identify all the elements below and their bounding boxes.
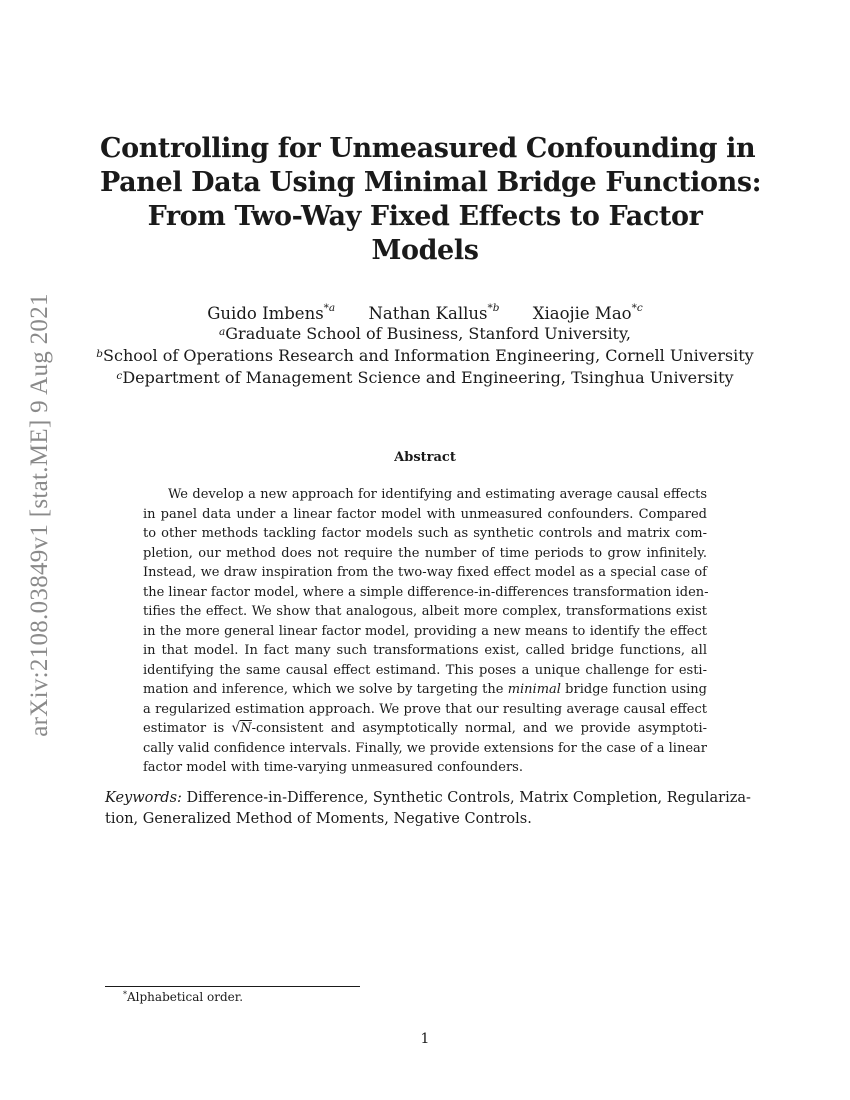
keywords: [105, 788, 751, 830]
abstract-line: tifies the effect. We show that analogous, albeit more complex, transformations exist: [143, 604, 707, 619]
keywords-label: Keywords:: [105, 790, 182, 806]
title-line: From Two-Way Fixed Effects to Factor: [147, 201, 703, 232]
emphasis-minimal: minimal: [507, 682, 561, 697]
footnote: *Alphabetical order.: [123, 990, 244, 1004]
keywords-line: Keywords: Difference-in-Difference, Synthetic Controls, Matrix Completion, Regulariza-: [105, 790, 751, 806]
title-line: Models: [371, 235, 479, 266]
abstract-line: identifying the same causal effect estimand. This poses a unique challenge for esti-: [143, 662, 707, 678]
affiliation: $^b$School of Operations Research and Information Engineering, Cornell University: [96, 346, 754, 365]
abstract-line: in that model. In fact many such transformations exist, called bridge functions, all: [143, 643, 707, 658]
affiliation-list: [0, 323, 850, 389]
abstract-line: to other methods tackling factor models such as synthetic controls and matrix com-: [143, 526, 707, 541]
title-line: Controlling for Unmeasured Confounding in: [100, 133, 756, 164]
abstract-line: Instead, we draw inspiration from the two-way fixed effect model as a special case of: [143, 565, 707, 580]
keywords-line: tion, Generalized Method of Moments, Negative Controls.: [105, 811, 532, 827]
footnote-rule: [105, 986, 360, 987]
author: Guido Imbens$^{*a}$: [207, 302, 336, 323]
abstract-line: estimator is √N-consistent and asymptotically normal, and we provide asymptoti-: [143, 719, 707, 739]
author: Xiaojie Mao$^{*c}$: [532, 302, 643, 323]
title-line: Panel Data Using Minimal Bridge Functions:: [100, 167, 762, 198]
paper-title: [100, 132, 762, 268]
sqrt-n-symbol: √N: [231, 720, 252, 736]
author-list: [0, 304, 850, 323]
abstract-body: [143, 485, 707, 778]
author: Nathan Kallus$^{*b}$: [368, 302, 500, 323]
affiliation: $^a$Graduate School of Business, Stanford University,: [219, 324, 631, 343]
abstract-line: in the more general linear factor model, providing a new means to identify the effect: [143, 623, 707, 639]
abstract-line: the linear factor model, where a simple difference-in-differences transformation iden-: [143, 584, 709, 600]
abstract-line: in panel data under a linear factor model with unmeasured confounders. Compared: [143, 506, 707, 522]
affiliation: $^c$Department of Management Science and Engineering, Tsinghua University: [116, 368, 734, 387]
abstract-heading: Abstract: [394, 450, 456, 465]
abstract-line: pletion, our method does not require the number of time periods to grow infinitely.: [143, 545, 707, 561]
abstract-line: cally valid confidence intervals. Finally, we provide extensions for the case of a linear: [143, 740, 707, 756]
page-number: 1: [420, 1031, 430, 1047]
abstract-line: a regularized estimation approach. We prove that our resulting average causal effect: [143, 701, 707, 717]
abstract-line: factor model with time-varying unmeasured confounders.: [143, 760, 523, 775]
abstract-line: mation and inference, which we solve by targeting the minimal bridge function using: [143, 682, 707, 697]
abstract-line: We develop a new approach for identifying and estimating average causal effects: [168, 487, 707, 502]
arxiv-identifier: arXiv:2108.03849v1 [stat.ME] 9 Aug 2021: [26, 293, 53, 737]
